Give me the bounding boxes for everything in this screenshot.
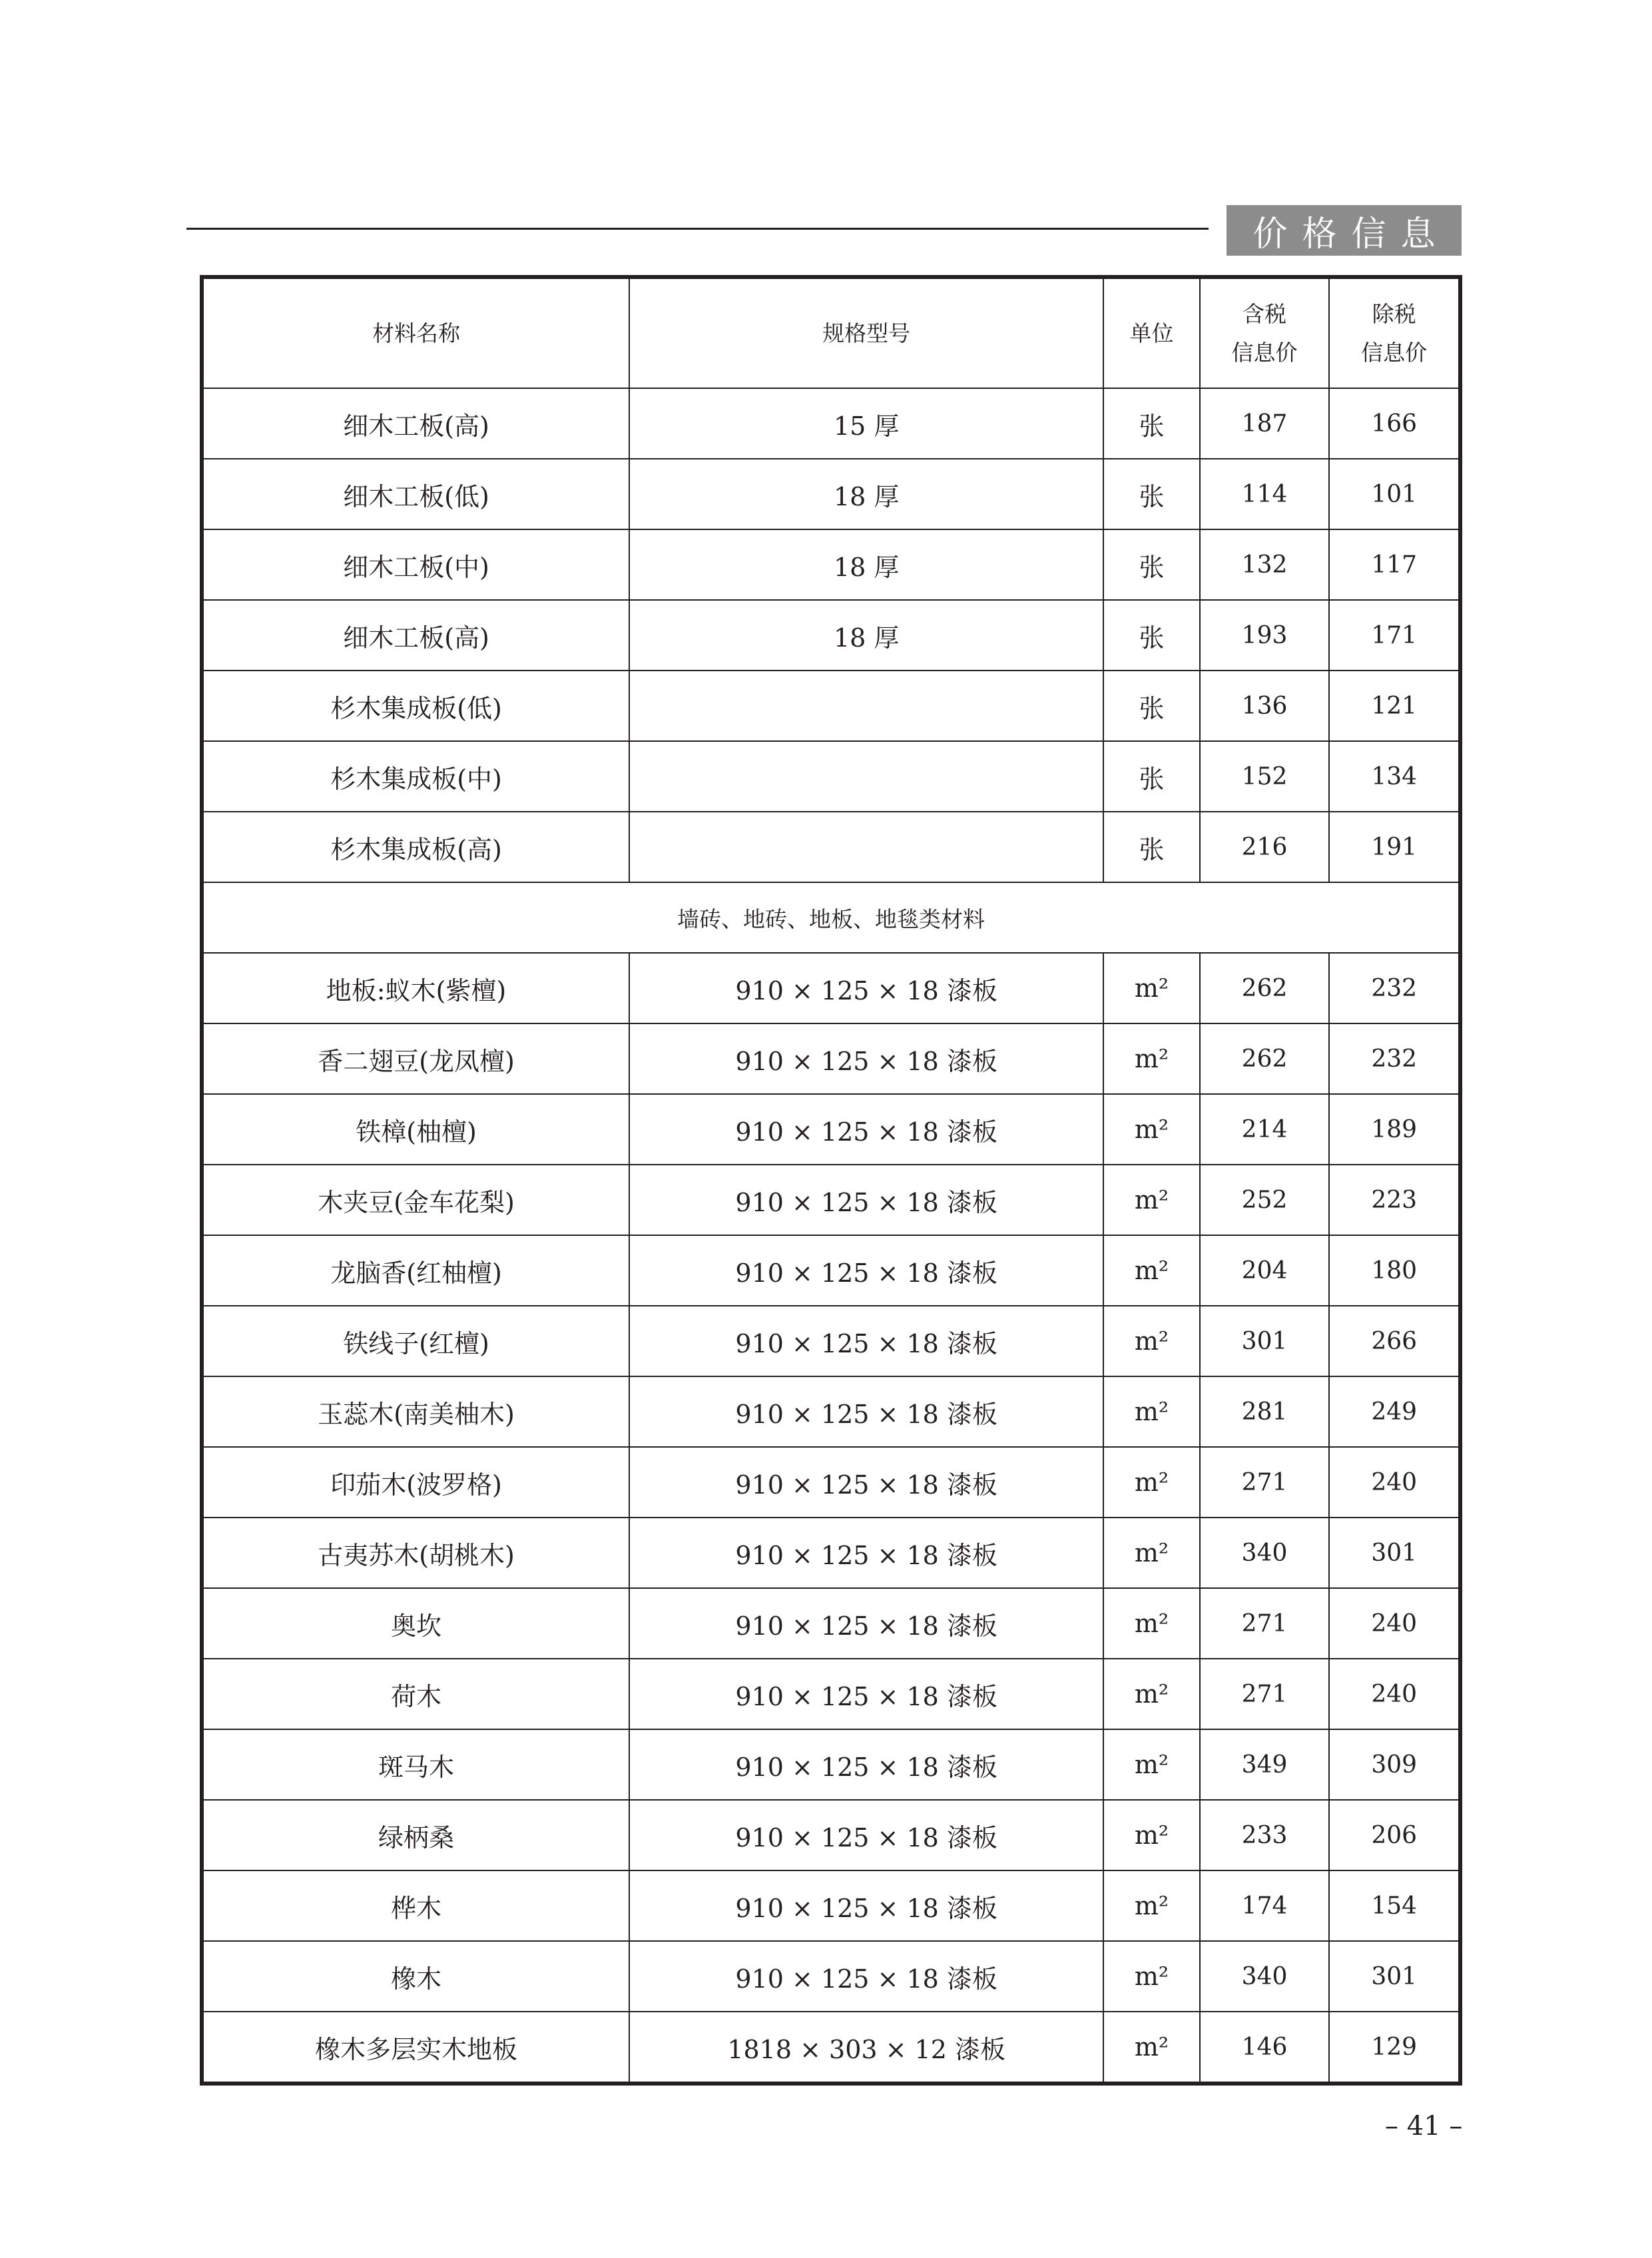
section-label: 墙砖、地砖、地板、地毯类材料 xyxy=(202,882,1460,953)
col-header-name: 材料名称 xyxy=(202,277,629,388)
cell-net-price: 191 xyxy=(1329,812,1460,882)
cell-spec: 18 厚 xyxy=(629,529,1103,600)
section-title: 价格信息 xyxy=(1227,205,1462,256)
cell-material-name: 香二翅豆(龙凤檀) xyxy=(202,1023,629,1094)
col-header-spec: 规格型号 xyxy=(629,277,1103,388)
cell-tax-price: 301 xyxy=(1200,1306,1330,1376)
cell-net-price: 101 xyxy=(1329,459,1460,529)
col-header-tax-price xyxy=(1200,277,1330,388)
header-rule xyxy=(186,228,1209,230)
table-row xyxy=(202,388,1460,459)
cell-unit: m² xyxy=(1103,1447,1199,1518)
col-header-net-price-line1: 除税 xyxy=(1372,300,1416,327)
cell-unit: m² xyxy=(1103,1729,1199,1800)
cell-net-price: 249 xyxy=(1329,1376,1460,1447)
cell-unit: m² xyxy=(1103,1094,1199,1165)
cell-net-price: 129 xyxy=(1329,2012,1460,2084)
cell-spec: 910 × 125 × 18 漆板 xyxy=(629,1235,1103,1306)
cell-tax-price: 340 xyxy=(1200,1941,1330,2012)
table-row xyxy=(202,1235,1460,1306)
cell-material-name: 橡木多层实木地板 xyxy=(202,2012,629,2084)
table-row xyxy=(202,529,1460,600)
cell-material-name: 龙脑香(红柚檀) xyxy=(202,1235,629,1306)
cell-material-name: 玉蕊木(南美柚木) xyxy=(202,1376,629,1447)
cell-material-name: 奥坎 xyxy=(202,1588,629,1659)
cell-material-name: 杉木集成板(高) xyxy=(202,812,629,882)
cell-tax-price: 174 xyxy=(1200,1870,1330,1941)
cell-spec: 910 × 125 × 18 漆板 xyxy=(629,1165,1103,1235)
table-header-row xyxy=(202,277,1460,388)
table-row xyxy=(202,1941,1460,2012)
cell-spec: 910 × 125 × 18 漆板 xyxy=(629,1447,1103,1518)
table-row xyxy=(202,812,1460,882)
page-number: – 41 – xyxy=(1385,2111,1463,2141)
cell-material-name: 细木工板(中) xyxy=(202,529,629,600)
table-row xyxy=(202,1800,1460,1870)
cell-spec: 910 × 125 × 18 漆板 xyxy=(629,1588,1103,1659)
table-row xyxy=(202,1165,1460,1235)
cell-net-price: 240 xyxy=(1329,1588,1460,1659)
cell-material-name: 荷木 xyxy=(202,1659,629,1729)
cell-tax-price: 146 xyxy=(1200,2012,1330,2084)
cell-material-name: 铁樟(柚檀) xyxy=(202,1094,629,1165)
cell-unit: 张 xyxy=(1103,529,1199,600)
cell-unit: 张 xyxy=(1103,812,1199,882)
cell-unit: m² xyxy=(1103,1518,1199,1588)
cell-net-price: 134 xyxy=(1329,741,1460,812)
cell-material-name: 细木工板(高) xyxy=(202,388,629,459)
cell-net-price: 166 xyxy=(1329,388,1460,459)
cell-material-name: 斑马木 xyxy=(202,1729,629,1800)
table-section xyxy=(202,882,1460,953)
table-row xyxy=(202,1729,1460,1800)
col-header-tax-price-line1: 含税 xyxy=(1242,300,1287,327)
cell-tax-price: 132 xyxy=(1200,529,1330,600)
cell-tax-price: 262 xyxy=(1200,953,1330,1023)
cell-net-price: 301 xyxy=(1329,1518,1460,1588)
cell-spec: 910 × 125 × 18 漆板 xyxy=(629,1094,1103,1165)
table-row xyxy=(202,1023,1460,1094)
cell-spec: 910 × 125 × 18 漆板 xyxy=(629,1306,1103,1376)
cell-net-price: 206 xyxy=(1329,1800,1460,1870)
cell-spec xyxy=(629,812,1103,882)
cell-net-price: 240 xyxy=(1329,1659,1460,1729)
cell-net-price: 301 xyxy=(1329,1941,1460,2012)
cell-unit: 张 xyxy=(1103,671,1199,741)
table-row xyxy=(202,953,1460,1023)
table-row xyxy=(202,1659,1460,1729)
col-header-unit: 单位 xyxy=(1103,277,1199,388)
table-row xyxy=(202,459,1460,529)
cell-net-price: 121 xyxy=(1329,671,1460,741)
cell-spec: 18 厚 xyxy=(629,459,1103,529)
cell-tax-price: 193 xyxy=(1200,600,1330,671)
table-row xyxy=(202,1518,1460,1588)
cell-unit: m² xyxy=(1103,1800,1199,1870)
cell-net-price: 232 xyxy=(1329,1023,1460,1094)
cell-net-price: 240 xyxy=(1329,1447,1460,1518)
section-row xyxy=(202,882,1460,953)
cell-tax-price: 152 xyxy=(1200,741,1330,812)
cell-spec: 910 × 125 × 18 漆板 xyxy=(629,1729,1103,1800)
cell-spec: 910 × 125 × 18 漆板 xyxy=(629,1941,1103,2012)
cell-unit: m² xyxy=(1103,1588,1199,1659)
cell-unit: 张 xyxy=(1103,741,1199,812)
cell-unit: 张 xyxy=(1103,600,1199,671)
cell-spec: 910 × 125 × 18 漆板 xyxy=(629,1518,1103,1588)
cell-tax-price: 271 xyxy=(1200,1659,1330,1729)
cell-unit: m² xyxy=(1103,1023,1199,1094)
cell-material-name: 木夹豆(金车花梨) xyxy=(202,1165,629,1235)
cell-net-price: 266 xyxy=(1329,1306,1460,1376)
cell-spec: 910 × 125 × 18 漆板 xyxy=(629,1800,1103,1870)
cell-spec: 18 厚 xyxy=(629,600,1103,671)
cell-material-name: 地板:蚁木(紫檀) xyxy=(202,953,629,1023)
cell-spec: 910 × 125 × 18 漆板 xyxy=(629,1023,1103,1094)
cell-spec: 910 × 125 × 18 漆板 xyxy=(629,953,1103,1023)
cell-spec: 910 × 125 × 18 漆板 xyxy=(629,1376,1103,1447)
cell-material-name: 印茄木(波罗格) xyxy=(202,1447,629,1518)
table-row xyxy=(202,1094,1460,1165)
cell-unit: m² xyxy=(1103,2012,1199,2084)
cell-tax-price: 136 xyxy=(1200,671,1330,741)
cell-tax-price: 349 xyxy=(1200,1729,1330,1800)
cell-tax-price: 271 xyxy=(1200,1588,1330,1659)
cell-tax-price: 233 xyxy=(1200,1800,1330,1870)
cell-net-price: 154 xyxy=(1329,1870,1460,1941)
cell-material-name: 杉木集成板(中) xyxy=(202,741,629,812)
table-row xyxy=(202,1306,1460,1376)
table-body-boards xyxy=(202,388,1460,882)
cell-material-name: 桦木 xyxy=(202,1870,629,1941)
cell-unit: m² xyxy=(1103,1235,1199,1306)
table-row xyxy=(202,1447,1460,1518)
cell-spec: 910 × 125 × 18 漆板 xyxy=(629,1870,1103,1941)
cell-unit: m² xyxy=(1103,1376,1199,1447)
cell-tax-price: 204 xyxy=(1200,1235,1330,1306)
cell-unit: m² xyxy=(1103,953,1199,1023)
col-header-net-price xyxy=(1329,277,1460,388)
cell-tax-price: 187 xyxy=(1200,388,1330,459)
price-table xyxy=(200,275,1462,2086)
cell-spec xyxy=(629,741,1103,812)
cell-net-price: 223 xyxy=(1329,1165,1460,1235)
cell-tax-price: 281 xyxy=(1200,1376,1330,1447)
cell-unit: m² xyxy=(1103,1165,1199,1235)
cell-net-price: 117 xyxy=(1329,529,1460,600)
cell-material-name: 橡木 xyxy=(202,1941,629,2012)
cell-net-price: 309 xyxy=(1329,1729,1460,1800)
cell-spec: 15 厚 xyxy=(629,388,1103,459)
table-row xyxy=(202,741,1460,812)
cell-material-name: 细木工板(高) xyxy=(202,600,629,671)
cell-tax-price: 214 xyxy=(1200,1094,1330,1165)
cell-material-name: 古夷苏木(胡桃木) xyxy=(202,1518,629,1588)
table-row xyxy=(202,600,1460,671)
cell-unit: m² xyxy=(1103,1659,1199,1729)
table-row xyxy=(202,671,1460,741)
cell-material-name: 铁线子(红檀) xyxy=(202,1306,629,1376)
cell-unit: 张 xyxy=(1103,388,1199,459)
cell-net-price: 171 xyxy=(1329,600,1460,671)
table-row xyxy=(202,1870,1460,1941)
table-row xyxy=(202,1376,1460,1447)
cell-unit: m² xyxy=(1103,1306,1199,1376)
cell-spec: 1818 × 303 × 12 漆板 xyxy=(629,2012,1103,2084)
cell-tax-price: 271 xyxy=(1200,1447,1330,1518)
cell-net-price: 180 xyxy=(1329,1235,1460,1306)
cell-tax-price: 262 xyxy=(1200,1023,1330,1094)
col-header-net-price-line2: 信息价 xyxy=(1361,339,1428,366)
cell-spec xyxy=(629,671,1103,741)
table-body-flooring xyxy=(202,953,1460,2084)
cell-net-price: 189 xyxy=(1329,1094,1460,1165)
cell-material-name: 绿柄桑 xyxy=(202,1800,629,1870)
cell-tax-price: 252 xyxy=(1200,1165,1330,1235)
cell-tax-price: 216 xyxy=(1200,812,1330,882)
cell-tax-price: 114 xyxy=(1200,459,1330,529)
cell-net-price: 232 xyxy=(1329,953,1460,1023)
table-row xyxy=(202,2012,1460,2084)
cell-tax-price: 340 xyxy=(1200,1518,1330,1588)
col-header-tax-price-line2: 信息价 xyxy=(1231,339,1298,366)
cell-material-name: 杉木集成板(低) xyxy=(202,671,629,741)
table-row xyxy=(202,1588,1460,1659)
cell-unit: m² xyxy=(1103,1870,1199,1941)
cell-unit: 张 xyxy=(1103,459,1199,529)
cell-material-name: 细木工板(低) xyxy=(202,459,629,529)
cell-spec: 910 × 125 × 18 漆板 xyxy=(629,1659,1103,1729)
cell-unit: m² xyxy=(1103,1941,1199,2012)
